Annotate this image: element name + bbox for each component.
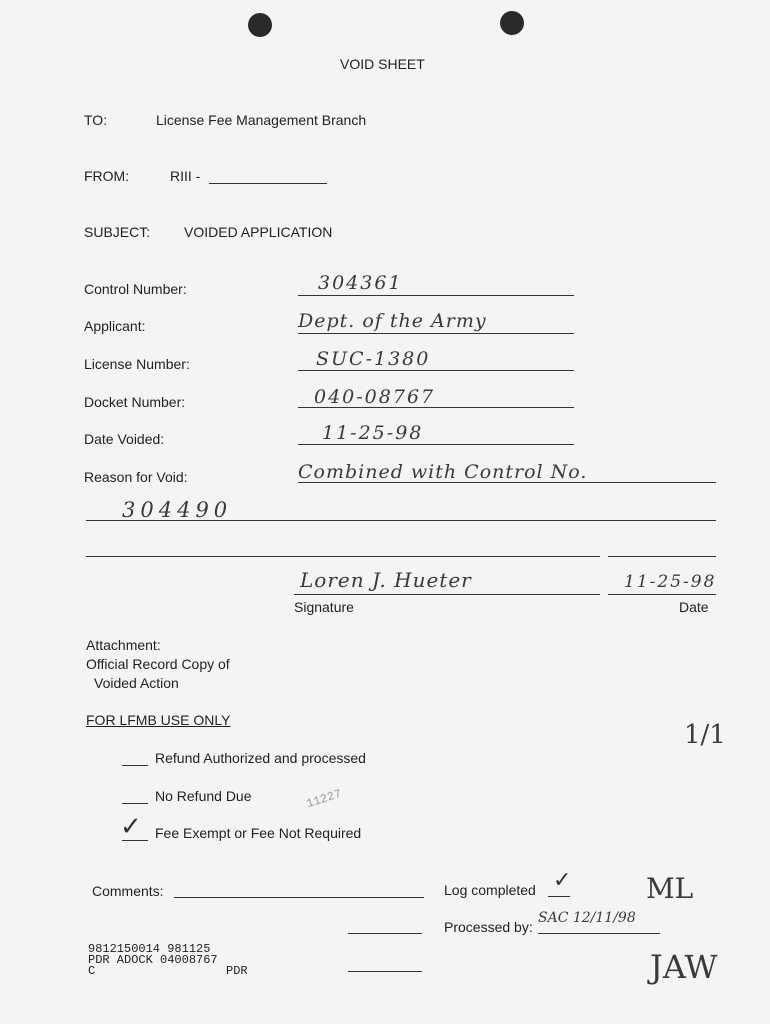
control-number-value: 304361 bbox=[318, 272, 403, 294]
attachment-line3: Voided Action bbox=[94, 675, 179, 691]
comments-label: Comments: bbox=[92, 883, 164, 899]
applicant-rule bbox=[298, 333, 574, 334]
comments-rule bbox=[174, 897, 424, 898]
reason-rule-2 bbox=[86, 520, 716, 521]
to-label: TO: bbox=[84, 112, 108, 128]
license-number-rule bbox=[298, 370, 574, 371]
from-value: RIII - bbox=[170, 168, 201, 184]
signature-value: Loren J. Hueter bbox=[300, 568, 472, 592]
from-rule bbox=[209, 183, 327, 184]
reason-rule-1 bbox=[298, 482, 716, 483]
log-completed-label: Log completed bbox=[444, 882, 536, 898]
docket-number-value: 040-08767 bbox=[314, 386, 436, 408]
punch-hole-right bbox=[500, 11, 524, 35]
date-voided-value: 11-25-98 bbox=[322, 422, 424, 444]
log-completed-check-mark: ✓ bbox=[553, 868, 572, 893]
subject-value: VOIDED APPLICATION bbox=[184, 224, 333, 240]
to-value: License Fee Management Branch bbox=[156, 112, 367, 128]
pdr-stamp-line3-left: C bbox=[88, 964, 96, 978]
option1-blank bbox=[122, 765, 148, 766]
margin-mark: 1/1 bbox=[684, 720, 726, 750]
subject-label: SUBJECT: bbox=[84, 224, 151, 240]
date-label: Date bbox=[679, 599, 709, 615]
signature-rule bbox=[294, 594, 600, 595]
footer-blank-2 bbox=[348, 971, 422, 972]
stamp-number: 11227 bbox=[304, 786, 344, 812]
date-voided-rule bbox=[298, 444, 574, 445]
attachment-line1: Attachment: bbox=[86, 637, 161, 653]
option2-label: No Refund Due bbox=[155, 788, 252, 804]
from-label: FROM: bbox=[84, 168, 130, 184]
processed-by-rule bbox=[538, 933, 660, 934]
page-title: VOID SHEET bbox=[340, 56, 425, 72]
reason-rule-4 bbox=[608, 556, 716, 557]
option1-label: Refund Authorized and processed bbox=[155, 750, 366, 766]
pdr-stamp-line2: PDR ADOCK 04008767 bbox=[88, 953, 218, 967]
reason-rule-3 bbox=[86, 556, 600, 557]
pdr-stamp-line3-right: PDR bbox=[226, 964, 248, 978]
lfmb-heading: FOR LFMB USE ONLY bbox=[86, 712, 231, 728]
signature-label: Signature bbox=[294, 599, 354, 615]
docket-number-label: Docket Number: bbox=[84, 394, 186, 410]
applicant-value: Dept. of the Army bbox=[298, 310, 487, 332]
initials-jaw: JAW bbox=[650, 948, 718, 986]
pdr-stamp-line1: 9812150014 981125 bbox=[88, 942, 211, 956]
option3-label: Fee Exempt or Fee Not Required bbox=[155, 825, 362, 841]
docket-number-rule bbox=[298, 407, 574, 408]
license-number-value: SUC-1380 bbox=[316, 348, 431, 370]
reason-label: Reason for Void: bbox=[84, 469, 188, 485]
option3-check-mark: ✓ bbox=[120, 812, 142, 842]
signature-date-rule bbox=[608, 594, 716, 595]
control-number-rule bbox=[298, 295, 574, 296]
log-completed-rule bbox=[548, 896, 570, 897]
option2-blank bbox=[122, 803, 148, 804]
processed-by-label: Processed by: bbox=[444, 919, 533, 935]
reason-value-line2: 304490 bbox=[122, 498, 233, 522]
signature-date-value: 11-25-98 bbox=[624, 572, 717, 592]
attachment-line2: Official Record Copy of bbox=[86, 656, 230, 672]
license-number-label: License Number: bbox=[84, 356, 190, 372]
processed-by-value: SAC 12/11/98 bbox=[538, 910, 636, 926]
initials-ml: ML bbox=[646, 872, 694, 905]
reason-value-line1: Combined with Control No. bbox=[298, 461, 588, 483]
applicant-label: Applicant: bbox=[84, 318, 146, 334]
date-voided-label: Date Voided: bbox=[84, 431, 165, 447]
punch-hole-left bbox=[248, 13, 272, 37]
control-number-label: Control Number: bbox=[84, 281, 187, 297]
footer-blank-1 bbox=[348, 933, 422, 934]
